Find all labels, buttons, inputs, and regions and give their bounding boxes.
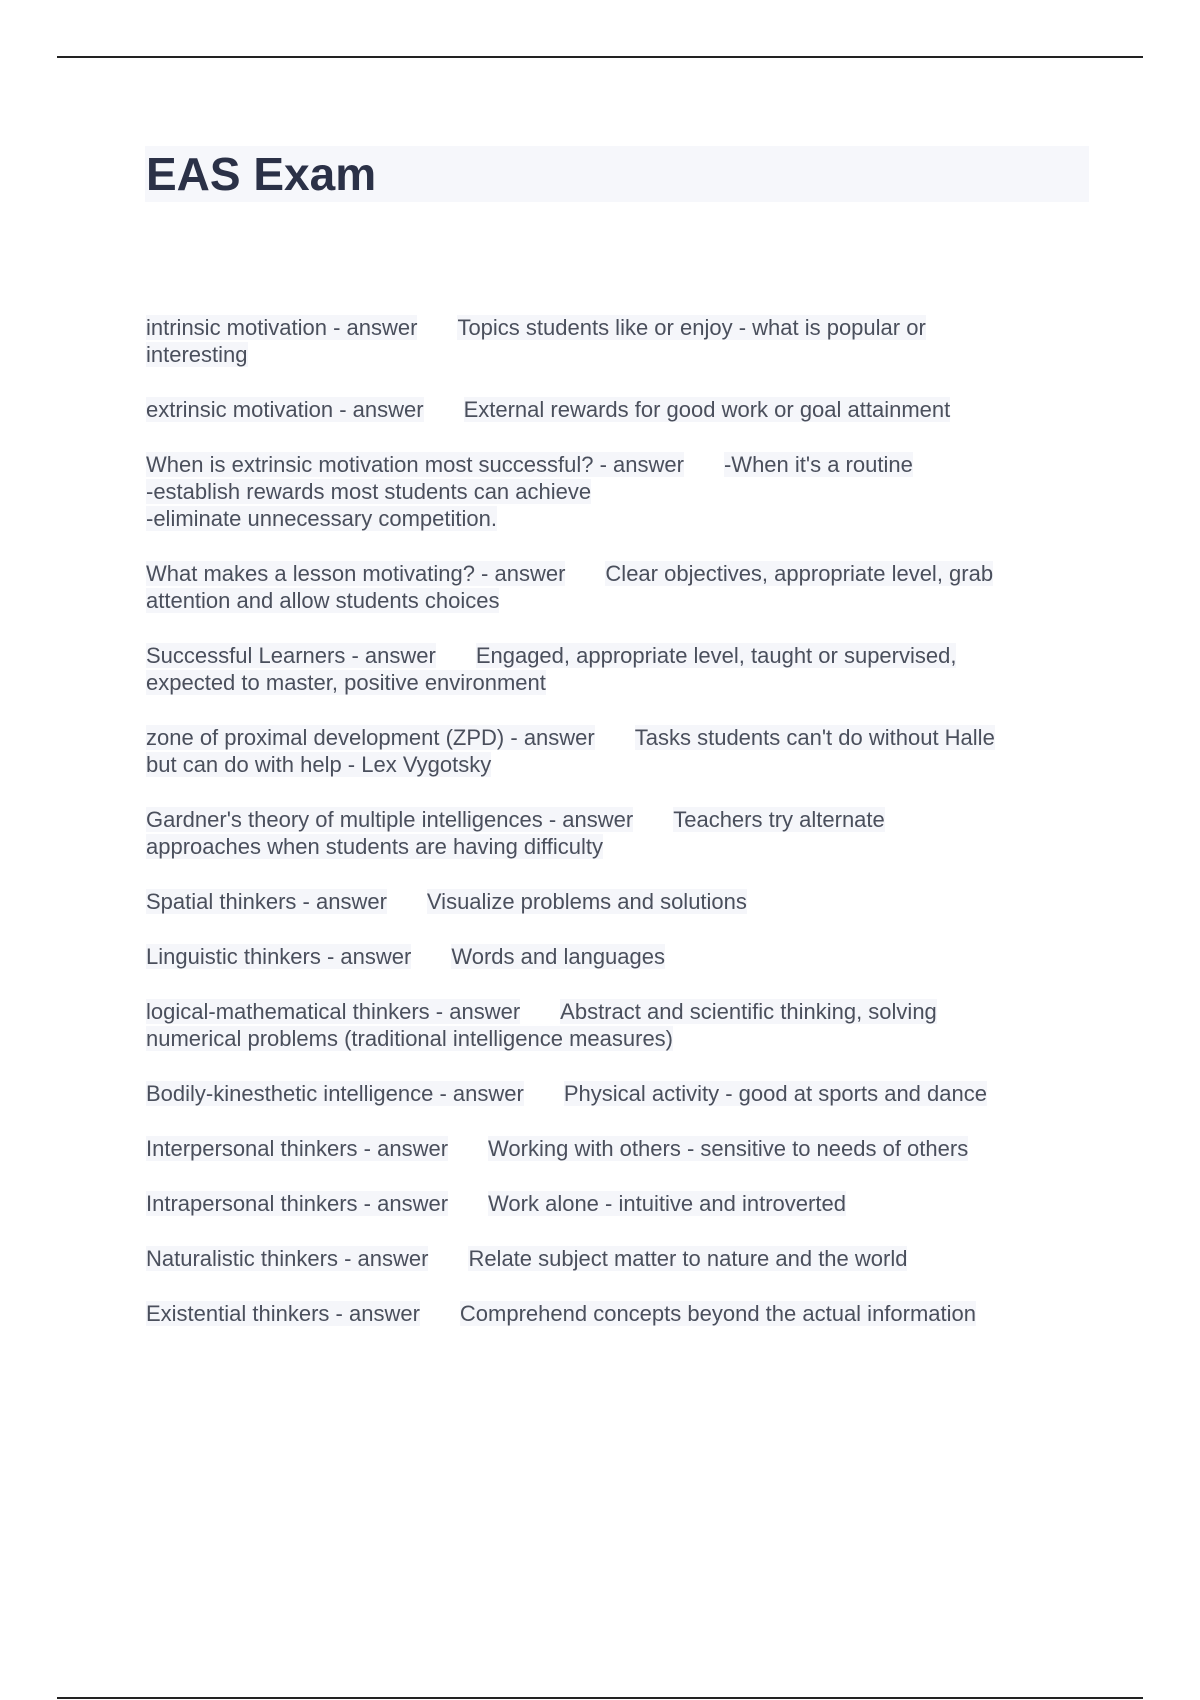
entry-answer-text: Work alone - intuitive and introverted: [488, 1191, 846, 1216]
entry-answer-text: Clear objectives, appropriate level, grab: [605, 561, 994, 586]
entry-first-line: [146, 1245, 1086, 1272]
entry-answer-marker: - answer: [542, 807, 634, 832]
entry-answer-marker: - answer: [429, 999, 521, 1024]
entry-answer-text: -When it's a routine: [723, 452, 913, 477]
entry-answer-marker: - answer: [333, 397, 424, 422]
entry-answer-text: Teachers try alternate: [673, 807, 885, 832]
entry-answer-text: Tasks students can't do without Halle: [634, 725, 995, 750]
flashcard-entry: [146, 1300, 1086, 1327]
entry-term: Bodily-kinesthetic intelligence: [146, 1081, 434, 1106]
flashcard-entry: [146, 560, 1086, 614]
flashcard-entry: [146, 724, 1086, 778]
document-title: EAS Exam: [146, 148, 377, 200]
flashcard-entry: [146, 998, 1086, 1052]
entry-first-line: [146, 1300, 1086, 1327]
entry-term: Successful Learners: [146, 643, 346, 668]
flashcard-entry: [146, 451, 1086, 532]
entry-answer-text: Abstract and scientific thinking, solving: [560, 999, 937, 1024]
entry-answer-marker: - answer: [320, 944, 412, 969]
entry-term: Intrapersonal thinkers: [146, 1191, 358, 1216]
entry-continuation-line: [146, 669, 1086, 696]
entry-first-line: [146, 1135, 1086, 1162]
entry-answer-marker: - answer: [433, 1081, 524, 1106]
entry-continuation-line: [146, 341, 1086, 368]
entry-term: Interpersonal thinkers: [146, 1136, 358, 1161]
flashcard-entry: [146, 1190, 1086, 1217]
flashcard-entry: [146, 1245, 1086, 1272]
entry-first-line: [146, 1190, 1086, 1217]
entry-answer-marker: - answer: [357, 1191, 449, 1216]
entry-answer-text: interesting: [146, 342, 248, 367]
flashcard-entry: [146, 396, 1086, 423]
entry-term: Naturalistic thinkers: [146, 1246, 338, 1271]
bottom-page-rule: [57, 1697, 1143, 1699]
entry-term: logical-mathematical thinkers: [146, 999, 430, 1024]
flashcard-entry: [146, 1135, 1086, 1162]
entry-continuation-line: [146, 505, 1086, 532]
entry-term: What makes a lesson motivating?: [146, 561, 475, 586]
entry-continuation-line: [146, 587, 1086, 614]
entry-answer-marker: - answer: [474, 561, 566, 586]
entry-answer-text: Words and languages: [451, 944, 665, 969]
entry-term: intrinsic motivation: [146, 315, 327, 340]
entry-answer-text: Engaged, appropriate level, taught or supervised,: [475, 643, 957, 668]
entry-answer-marker: - answer: [326, 315, 418, 340]
entry-term: Gardner's theory of multiple intelligences: [146, 807, 543, 832]
entry-answer-text: Working with others - sensitive to needs of others: [488, 1136, 969, 1161]
flashcard-entry: [146, 1080, 1086, 1107]
entry-first-line: [146, 1080, 1086, 1107]
entry-answer-marker: - answer: [504, 725, 595, 750]
entry-first-line: [146, 724, 1086, 751]
top-page-rule: [57, 56, 1143, 58]
entry-term: zone of proximal development (ZPD): [146, 725, 505, 750]
flashcard-list: [146, 314, 1086, 1355]
entry-answer-text: -eliminate unnecessary competition.: [146, 506, 497, 531]
flashcard-entry: [146, 806, 1086, 860]
entry-continuation-line: [146, 751, 1086, 778]
flashcard-entry: [146, 943, 1086, 970]
entry-term: Spatial thinkers: [146, 889, 297, 914]
entry-continuation-line: [146, 1025, 1086, 1052]
entry-first-line: [146, 560, 1086, 587]
entry-answer-text: Comprehend concepts beyond the actual information: [459, 1301, 977, 1326]
entry-answer-marker: - answer: [337, 1246, 429, 1271]
entry-term: Existential thinkers: [146, 1301, 330, 1326]
entry-answer-text: but can do with help - Lex Vygotsky: [146, 752, 492, 777]
entry-term: extrinsic motivation: [146, 397, 334, 422]
entry-continuation-line: [146, 833, 1086, 860]
entry-answer-text: External rewards for good work or goal attainment: [463, 397, 951, 422]
entry-answer-text: Physical activity - good at sports and dance: [563, 1081, 987, 1106]
entry-term: When is extrinsic motivation most successful?: [146, 452, 594, 477]
entry-first-line: [146, 396, 1086, 423]
entry-first-line: [146, 642, 1086, 669]
entry-answer-text: numerical problems (traditional intelligence measures): [146, 1026, 674, 1051]
entry-first-line: [146, 943, 1086, 970]
entry-answer-text: attention and allow students choices: [146, 588, 500, 613]
entry-answer-marker: - answer: [296, 889, 387, 914]
entry-answer-marker: - answer: [345, 643, 436, 668]
entry-answer-text: Visualize problems and solutions: [426, 889, 747, 914]
entry-answer-text: Relate subject matter to nature and the world: [468, 1246, 908, 1271]
entry-first-line: [146, 314, 1086, 341]
entry-answer-text: expected to master, positive environment: [146, 670, 546, 695]
entry-first-line: [146, 806, 1086, 833]
entry-answer-marker: - answer: [329, 1301, 420, 1326]
entry-first-line: [146, 451, 1086, 478]
entry-answer-text: Topics students like or enjoy - what is popular or: [457, 315, 926, 340]
entry-answer-marker: - answer: [593, 452, 684, 477]
entry-first-line: [146, 888, 1086, 915]
entry-answer-text: approaches when students are having difficulty: [146, 834, 603, 859]
entry-term: Linguistic thinkers: [146, 944, 321, 969]
entry-answer-text: -establish rewards most students can achieve: [146, 479, 592, 504]
flashcard-entry: [146, 888, 1086, 915]
entry-continuation-line: [146, 478, 1086, 505]
entry-first-line: [146, 998, 1086, 1025]
flashcard-entry: [146, 314, 1086, 368]
entry-answer-marker: - answer: [357, 1136, 449, 1161]
flashcard-entry: [146, 642, 1086, 696]
